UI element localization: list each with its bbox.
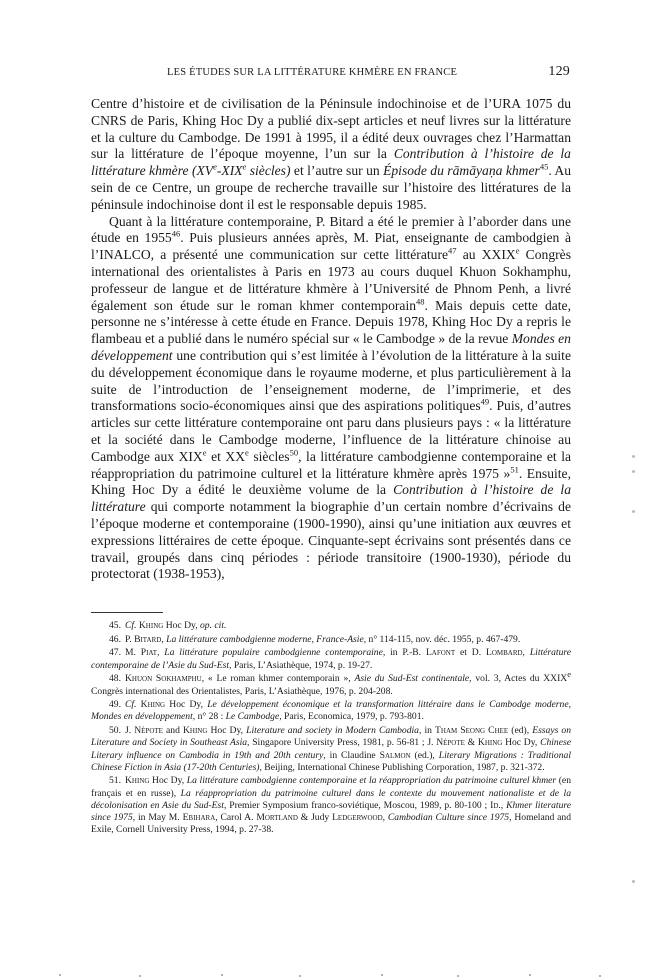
italic-title: Contribution à l’histoire de la littérature khmère (XVe-XIXe siècles) — [91, 146, 571, 179]
footnote-ref: 51 — [510, 464, 519, 474]
italic-title: Contribution à l’histoire de la littérature — [91, 482, 571, 515]
footnote-46: 46. P. Bitard, La littérature cambodgienne moderne, France-Asie, n° 114-115, nov. déc. 1955, p. 467-479. — [109, 633, 521, 645]
paragraph-1: Centre d’histoire et de civilisation de la Péninsule indochinoise et de l’URA 1075 du CNRS de Paris, Khing Hoc Dy a publié dix-sept articles et neuf livres sur la littérature et la culture du Cambodge. De 1991 à 1995, il a édité deux ouvrages chez l’Harmattan sur la littérature de l’époque moyenne, l’un sur la Contribution à l’histoire de la littérature khmère (XVe-XIXe siècles) et l’autre sur un Épisode du rāmāyaṇa khmer$^{45}$. Au sein de ce Centre, un groupe de recherche travaille sur l’histoire des littératures de la péninsule indochinoise dont il est le responsable depuis 1985. — [91, 96, 571, 212]
paragraph-2: Quant à la littérature contemporaine, P. Bitard a été le premier à l’aborder dans une étude en 1955$^{46}$. Puis plusieurs années après, M. Piat, enseignante de cambodgien à l’INALCO, a présenté une communication sur cette littérature$^{47}$ au XXIXe Congrès international des orientalistes à Paris en 1973 au cours duquel Khuon Sokhamphu, professeur de langue et de littérature khmère à l’Université de Phnom Penh, a livré également son étude sur le roman khmer contemporain$^{48}$. Mais depuis cette date, personne ne s’intéresse à cette étude en France. Depuis 1978, Khing Hoc Dy a repris le flambeau et a publié dans le numéro spécial sur « le Cambodge » de la revue Mondes en développement une contribution qui s’est limitée à l’évolution de la littérature à la suite du développement économique dans le royaume moderne, et plus particulièrement à la suite de l’introduction de l’enseignement moderne, de l’imprimerie, et des transformations socio-économiques ainsi que des aspirations politiques$^{49}$. Puis, d’autres articles sur cette littérature contemporaine ont paru dans plusieurs pays : « la littérature et la société dans le Cambodge moderne, l’influence de la littérature chinoise au Cambodge aux XIXe et XXe siècles$^{50}$, la littérature cambodgienne contemporaine et la réappropriation du patrimoine culturel et la littérature khmère après 1975 »$^{51}$. Ensuite, Khing Hoc Dy a édité le deuxième volume de la Contribution à l’histoire de la littérature qui comporte notamment la biographie d’un certain nombre d’écrivains de l’époque moderne et contemporaine (1900-1990), ainsi qu’une initiation aux œuvres et expressions littéraires de cette époque. Cinquante-sept écrivains sont présentés dans ce travail, groupés dans cinq périodes : période transitoire (1900-1930), période du protectorat (1938-1953), — [91, 213, 572, 582]
page-number: 129 — [548, 64, 570, 79]
footnote-50: 50. J. Népote and Khing Hoc Dy, Literature and society in Modern Cambodia, in Tham Seong Chee (ed), Essays on Literature and Society in Southeast Asia, Singapore University Press, 1981, p. 56-81 ; J. Népote & Khing Hoc Dy, Chinese Literary influence on Cambodia in 19th and 20th century, in Claudine Salmon (ed.), Literary Migrations : Traditional Chinese Fiction in Asia (17-20th Centuries), Beijing, International Chinese Publishing Corporation, 1987, p. 321-372. — [91, 725, 571, 773]
scan-speck — [632, 880, 635, 883]
footnote-ref: 45 — [539, 161, 549, 172]
footnote-45: 45. Cf. Khing Hoc Dy, op. cit. — [109, 620, 227, 631]
footnote-48: 48. Khuon Sokhamphu, « Le roman khmer contemporain », Asie du Sud-Est continentale, vol. 3, Actes du XXIXe Congrès international des Orientalistes, Paris, L’Asiathèque, 1976, p. 204-208. — [91, 669, 571, 697]
footnote-49: 49. Cf. Khing Hoc Dy, Le développement économique et la transformation littéraire dans le Cambodge moderne, Mondes en développement, n° 28 : Le Cambodge, Paris, Economica, 1979, p. 793-801. — [91, 699, 571, 723]
footnote-ref: 50 — [289, 447, 299, 458]
scan-bottom-edge — [0, 966, 650, 980]
footnote-ref: 49 — [480, 396, 490, 407]
italic-title: Épisode du rāmāyaṇa khmer — [383, 163, 540, 179]
footnote-51: 51. Khing Hoc Dy, La littérature cambodgienne contemporaine et la réappropriation du patrimoine culturel khmer (en français et en russe), La réappropriation du patrimoine culturel dans le contexte du mouvement nationaliste et de la décolonisation en Asie du Sud-Est, Premier Symposium franco-soviétique, Moscou, 1989, p. 80-100 ; Id., Khmer literature since 1975, in May M. Ebihara, Carol A. Mortland & Judy Ledgerwood, Cambodian Culture since 1975, Homeland and Exile, Cornell University Press, 1994, p. 27-38. — [91, 775, 572, 836]
footnote-47: 47. M. Piat, La littérature populaire cambodgienne contemporaine, in P.-B. Lafont et D. Lombard, Littérature contemporaine de l’Asie du Sud-Est, Paris, L’Asiathèque, 1974, p. 19-27. — [91, 647, 572, 671]
italic-title: Mondes en développement — [91, 331, 571, 363]
running-title: LES ÉTUDES SUR LA LITTÉRATURE KHMÈRE EN FRANCE — [167, 67, 458, 78]
footnote-ref: 48 — [416, 296, 425, 307]
footnote-ref: 47 — [448, 245, 457, 256]
running-header — [92, 64, 570, 82]
main-text — [91, 96, 571, 583]
scan-speck — [632, 510, 635, 513]
footnotes — [91, 620, 571, 838]
scan-speck — [632, 470, 635, 473]
footnote-divider — [91, 612, 163, 613]
footnote-ref: 46 — [171, 228, 181, 239]
scan-speck — [632, 455, 635, 458]
